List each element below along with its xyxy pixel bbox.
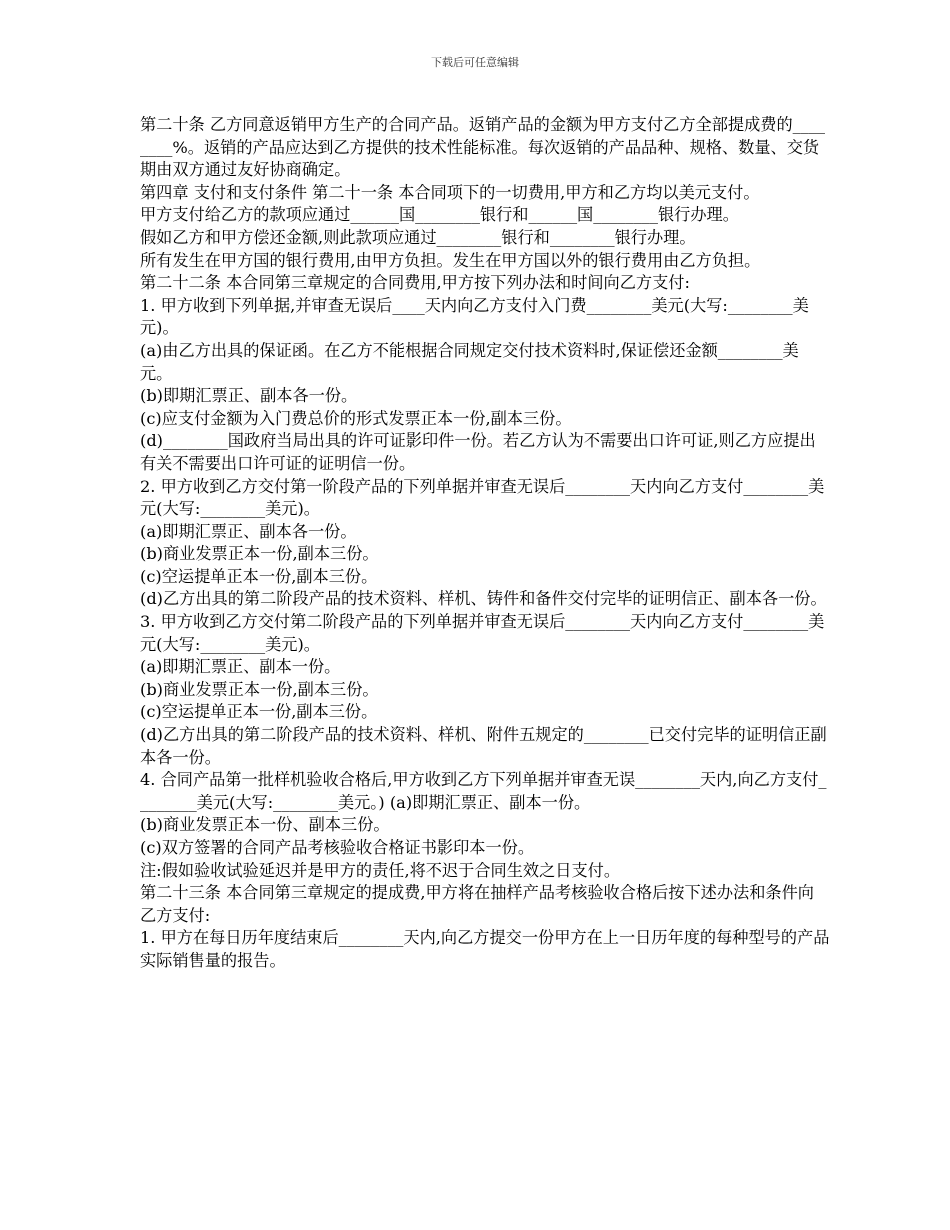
page-header: 下载后可任意编辑 (431, 56, 519, 69)
paragraph-payment-banks: 甲方支付给乙方的款项应通过______国________银行和______国________银行办理。 (140, 205, 739, 225)
paragraph-item-2: 2. 甲方收到乙方交付第一阶段产品的下列单据并审查无误后________天内向乙方支付________美元(大写:________美元)。 (140, 476, 825, 519)
paragraph-item-3d: (d)乙方出具的第二阶段产品的技术资料、样机、附件五规定的________已交付完毕的证明信正副本各一份。 (140, 725, 827, 767)
paragraph-item-1b: (b)即期汇票正、副本各一份。 (140, 386, 358, 406)
paragraph-item-3a: (a)即期汇票正、副本一份。 (140, 657, 341, 677)
paragraph-item-2a: (a)即期汇票正、副本各一份。 (140, 521, 357, 541)
paragraph-note: 注:假如验收试验延迟并是甲方的责任,将不迟于合同生效之日支付。 (140, 860, 621, 880)
paragraph-item-4c: (c)双方签署的合同产品考核验收合格证书影印本一份。 (140, 838, 535, 857)
paragraph-item-2b: (b)商业发票正本一份,副本三份。 (140, 544, 379, 564)
paragraph-article-23-item-1: 1. 甲方在每日历年度结束后________天内,向乙方提交一份甲方在上一日历年度的每种型号的产品实际销售量的报告。 (140, 928, 830, 970)
paragraph-chapter-4-article-21: 第四章 支付和支付条件 第二十一条 本合同项下的一切费用,甲方和乙方均以美元支付。 (140, 182, 760, 202)
paragraph-item-1a: (a)由乙方出具的保证函。在乙方不能根据合同规定交付技术资料时,保证偿还金额________美元。 (140, 340, 799, 383)
paragraph-item-1: 1. 甲方收到下列单据,并审查无误后____天内向乙方支付入门费________美元(大写:________美元)。 (140, 295, 809, 338)
paragraph-item-3c: (c)空运提单正本一份,副本三份。 (140, 702, 378, 722)
paragraph-article-22: 第二十二条 本合同第三章规定的合同费用,甲方按下列办法和时间向乙方支付: (140, 273, 690, 293)
paragraph-bank-fees: 所有发生在甲方国的银行费用,由甲方负担。发生在甲方国以外的银行费用由乙方负担。 (140, 250, 761, 270)
paragraph-item-3: 3. 甲方收到乙方交付第二阶段产品的下列单据并审查无误后________天内向乙方支付________美元(大写:________美元)。 (140, 612, 825, 654)
paragraph-article-20: 第二十条 乙方同意返销甲方生产的合同产品。返销产品的金额为甲方支付乙方全部提成费的________%。返销的产品应达到乙方提供的技术性能标准。每次返销的产品品种、规格、数量、交货期由双方通过友好协商确定。 (140, 115, 826, 180)
document-body (140, 114, 830, 973)
paragraph-article-23: 第二十三条 本合同第三章规定的提成费,甲方将在抽样产品考核验收合格后按下述办法和条件向乙方支付: (140, 883, 814, 925)
paragraph-item-1d: (d)________国政府当局出具的许可证影印件一份。若乙方认为不需要出口许可证,则乙方应提出有关不需要出口许可证的证明信一份。 (140, 431, 816, 473)
paragraph-item-2d: (d)乙方出具的第二阶段产品的技术资料、样机、铸件和备件交付完毕的证明信正、副本各一份。 (140, 589, 827, 609)
paragraph-item-4: 4. 合同产品第一批样机验收合格后,甲方收到乙方下列单据并审查无误________天内,向乙方支付________美元(大写:________美元。) (a)即期汇票正、副本一份。 (140, 770, 827, 812)
paragraph-item-2c: (c)空运提单正本一份,副本三份。 (140, 566, 378, 586)
paragraph-item-4b: (b)商业发票正本一份、副本三份。 (140, 815, 390, 835)
paragraph-item-1c: (c)应支付金额为入门费总价的形式发票正本一份,副本三份。 (140, 408, 572, 428)
paragraph-item-3b: (b)商业发票正本一份,副本三份。 (140, 679, 379, 699)
paragraph-repayment-banks: 假如乙方和甲方偿还金额,则此款项应通过________银行和________银行办理。 (140, 227, 696, 247)
